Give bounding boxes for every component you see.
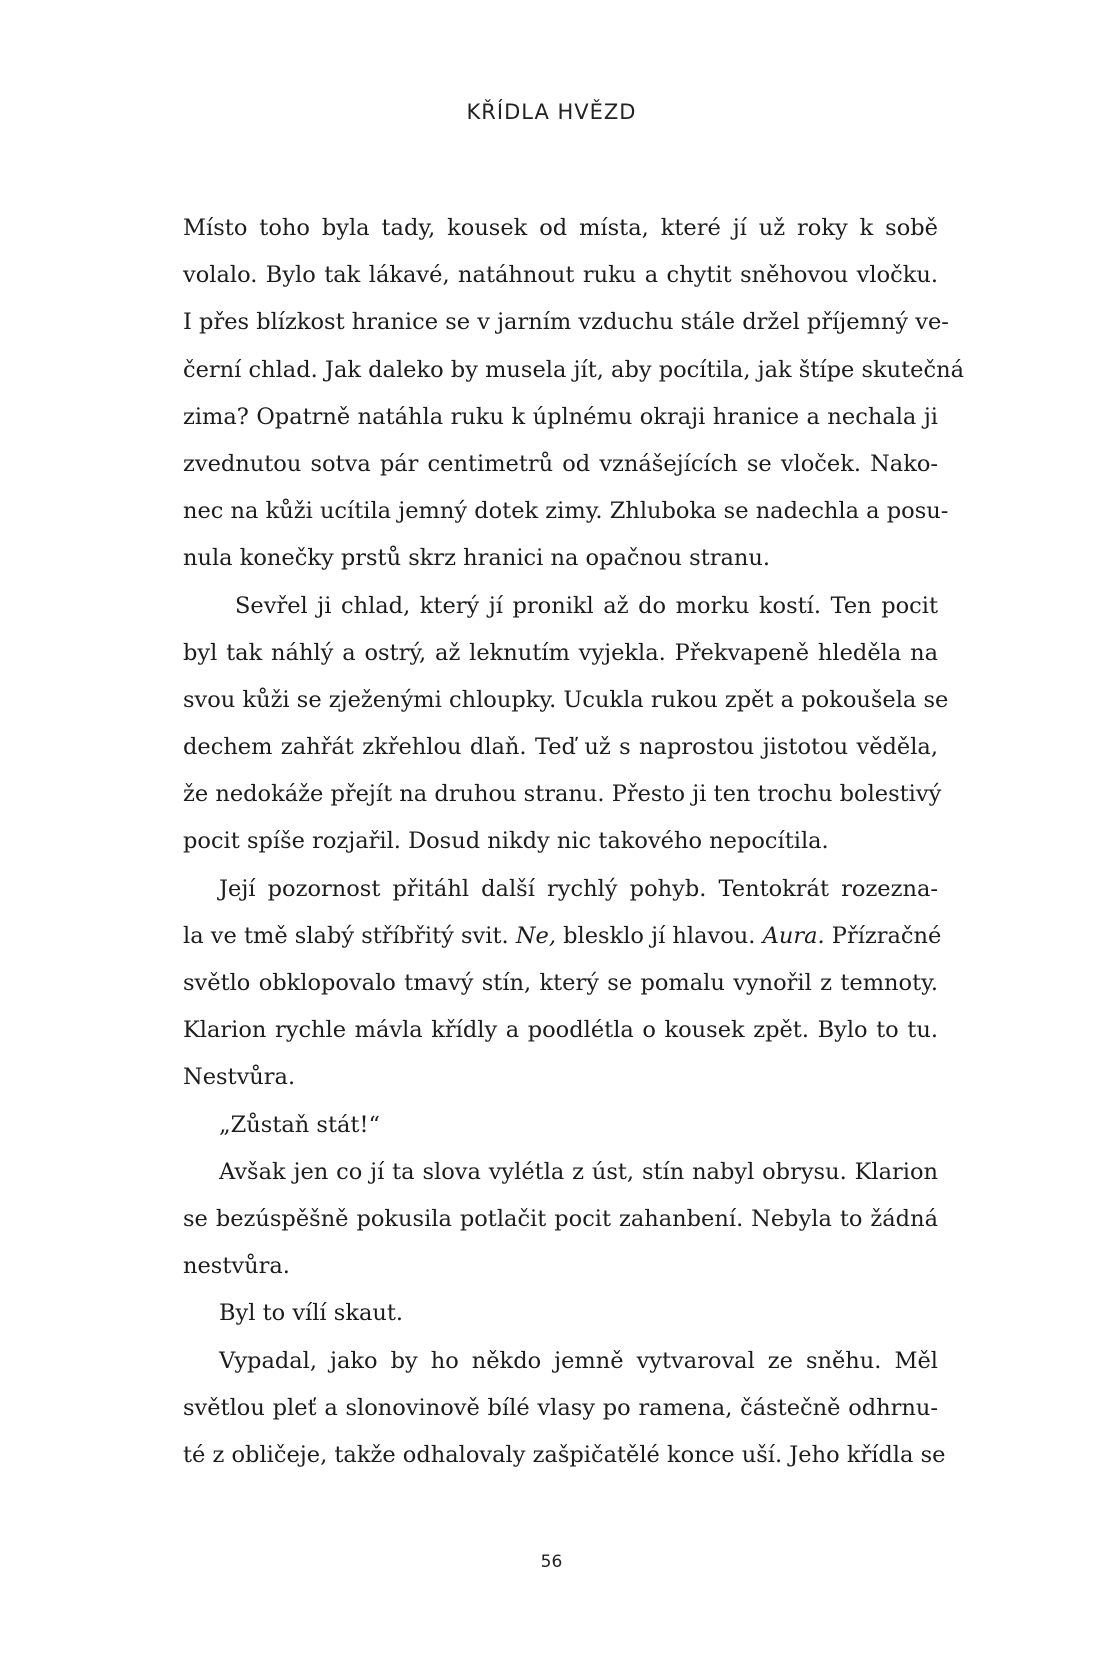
text-line: Nestvůra. [183,1064,296,1091]
text-line: pocit spíše rozjařil. Dosud nikdy nic takového nepocítila. [183,828,829,855]
text-run: Přízračné [824,922,942,949]
text-line: Klarion rychle mávla křídly a poodlétla o kousek zpět. Bylo to tu. [183,1017,938,1044]
text-line: světlo obklopovalo tmavý stín, který se pomalu vynořil z temnoty. [183,970,938,996]
text-line: že nedokáže přejít na druhou stranu. Přesto ji ten trochu bolestivý [183,781,942,808]
body-text [183,205,964,1479]
text-line: nestvůra. [183,1253,290,1280]
text-line: volalo. Bylo tak lákavé, natáhnout ruku a chytit sněhovou vločku. [183,262,938,289]
text-line: Vypadal, jako by ho někdo jemně vytvaroval ze sněhu. Měl [219,1347,938,1374]
text-line: byl tak náhlý a ostrý, až leknutím vyjekla. Překvapeně hleděla na [183,639,938,666]
page-number: 56 [540,1552,563,1572]
text-run: blesklo jí hlavou. [555,922,763,949]
text-line-with-italics [183,913,942,960]
text-line: Avšak jen co jí ta slova vylétla z úst, stín nabyl obrysu. Klarion [219,1158,938,1185]
text-line: nec na kůži ucítila jemný dotek zimy. Zhluboka se nadechla a posu- [183,498,949,525]
text-line: Místo toho byla tady, kousek od místa, které jí už roky k sobě [183,215,938,241]
text-run: la ve tmě slabý stříbřitý svit. [183,922,516,949]
text-line: Její pozornost přitáhl další rychlý pohyb. Tentokrát rozezna- [219,875,938,902]
text-line: Sevřel ji chlad, který jí pronikl až do morku kostí. Ten pocit [235,592,938,619]
text-line: svou kůži se zježenými chloupky. Ucukla rukou zpět a pokoušela se [183,686,949,713]
text-line: zima? Opatrně natáhla ruku k úplnému okraji hranice a nechala ji [183,403,938,430]
italic-word: Aura. [762,922,825,949]
italic-word: Ne, [515,922,556,949]
text-line: té z obličeje, takže odhalovaly zašpičatělé konce uší. Jeho křídla se [183,1441,946,1468]
text-line: I přes blízkost hranice se v jarním vzduchu stále držel příjemný ve- [183,309,949,336]
text-line: nula konečky prstů skrz hranici na opačnou stranu. [183,545,771,572]
text-line: světlou pleť a slonovinově bílé vlasy po ramena, částečně odhrnu- [183,1394,938,1421]
text-line: černí chlad. Jak daleko by musela jít, aby pocítila, jak štípe skutečná [183,356,964,383]
text-line: „Zůstaň stát!“ [219,1111,381,1138]
running-head-title: KŘÍDLA HVĚZD [466,100,637,124]
text-line: zvednutou sotva pár centimetrů od vznášejících se vloček. Nako- [183,450,938,477]
text-line: dechem zahřát zkřehlou dlaň. Teď už s naprostou jistotou věděla, [183,734,938,761]
text-line: Byl to vílí skaut. [219,1300,404,1327]
text-line: se bezúspěšně pokusila potlačit pocit zahanbení. Nebyla to žádná [183,1205,938,1232]
